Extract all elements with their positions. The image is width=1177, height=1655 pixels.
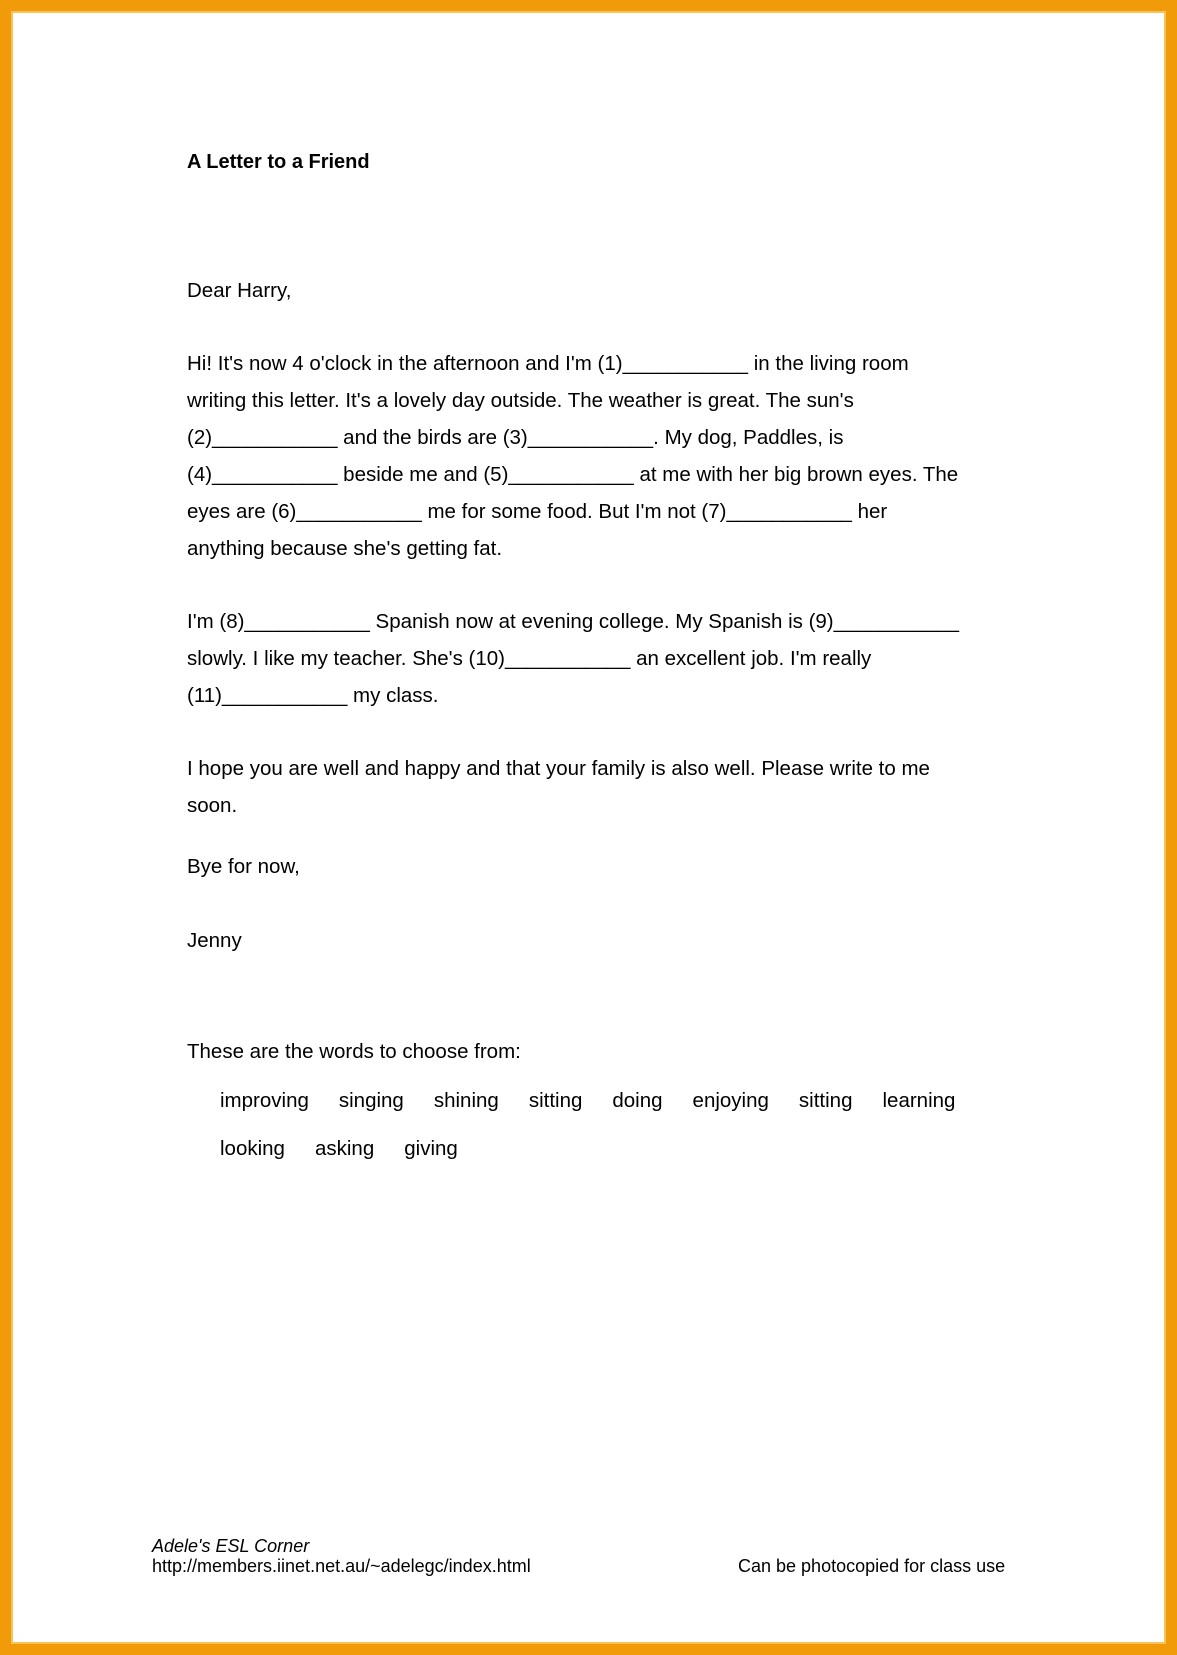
letter-line: (11)___________ my class. bbox=[187, 684, 439, 707]
document-title: A Letter to a Friend bbox=[187, 151, 370, 173]
letter-line: I'm (8)___________ Spanish now at evening college. My Spanish is (9)___________ bbox=[187, 610, 960, 633]
letter-paragraph-2 bbox=[187, 603, 997, 714]
word-bank-item: shining bbox=[433, 1089, 499, 1112]
letter-paragraph-3 bbox=[187, 750, 997, 824]
letter-paragraph-1 bbox=[187, 345, 997, 567]
footer-brand: Adele's ESL Corner bbox=[152, 1536, 310, 1556]
word-bank-item: asking bbox=[314, 1137, 375, 1160]
letter-line: (4)___________ beside me and (5)___________ at me with her big brown eyes. The bbox=[187, 463, 959, 486]
word-bank bbox=[220, 1089, 1020, 1185]
footer-photocopy-note: Can be photocopied for class use bbox=[738, 1556, 1006, 1576]
letter-closing: Bye for now, bbox=[187, 855, 300, 878]
letter-line: eyes are (6)___________ me for some food. But I'm not (7)___________ her bbox=[187, 500, 888, 523]
letter-line: writing this letter. It's a lovely day outside. The weather is great. The sun's bbox=[187, 389, 854, 412]
word-bank-heading: These are the words to choose from: bbox=[187, 1040, 521, 1063]
letter-line: slowly. I like my teacher. She's (10)___________ an excellent job. I'm really bbox=[187, 647, 872, 670]
letter-line: (2)___________ and the birds are (3)___________. My dog, Paddles, is bbox=[187, 426, 844, 449]
word-bank-item: singing bbox=[338, 1089, 404, 1112]
word-bank-item: enjoying bbox=[692, 1089, 769, 1112]
letter-line: Hi! It's now 4 o'clock in the afternoon and I'm (1)___________ in the living room bbox=[187, 352, 909, 375]
word-bank-item: looking bbox=[220, 1137, 285, 1160]
footer-url: http://members.iinet.net.au/~adelegc/index.html bbox=[152, 1556, 531, 1576]
word-bank-item: sitting bbox=[798, 1089, 853, 1112]
word-bank-item: doing bbox=[612, 1089, 663, 1112]
letter-line: soon. bbox=[187, 794, 238, 817]
letter-greeting: Dear Harry, bbox=[187, 279, 292, 302]
word-bank-row-1 bbox=[220, 1089, 1020, 1137]
word-bank-item: giving bbox=[404, 1137, 458, 1160]
letter-line: anything because she's getting fat. bbox=[187, 537, 503, 560]
footer-source bbox=[152, 1536, 531, 1576]
word-bank-item: learning bbox=[882, 1089, 956, 1112]
letter-body bbox=[187, 272, 997, 959]
word-bank-row-2 bbox=[220, 1137, 1020, 1185]
letter-line: I hope you are well and happy and that your family is also well. Please write to me bbox=[187, 757, 930, 780]
word-bank-item: sitting bbox=[528, 1089, 583, 1112]
word-bank-item: improving bbox=[220, 1089, 309, 1112]
letter-signature: Jenny bbox=[187, 929, 242, 952]
